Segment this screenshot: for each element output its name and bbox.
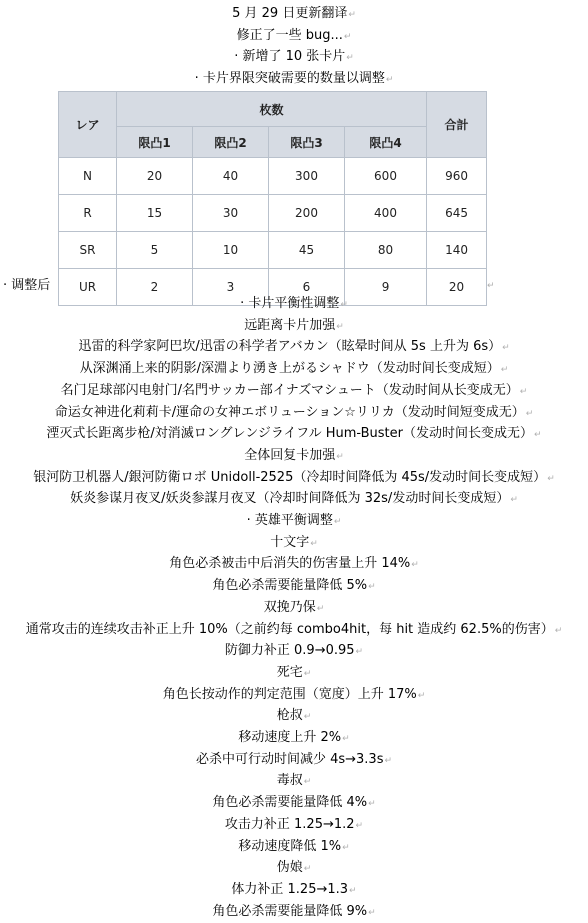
body-line-text: 必杀中可行动时间减少 4s→3.3s — [195, 751, 384, 767]
paragraph-mark-icon: ↵ — [343, 31, 352, 42]
paragraph-mark-icon: ↵ — [355, 647, 364, 658]
rarity-header: レア — [59, 92, 117, 158]
paragraph-mark-icon: ↵ — [384, 755, 393, 766]
body-line — [0, 620, 588, 641]
paragraph-mark-icon: ↵ — [349, 885, 357, 896]
body-line-text: 远距离卡片加强 — [244, 317, 336, 333]
rarity-cell: SR — [59, 232, 117, 269]
table-cell: 2 — [117, 269, 193, 306]
table-cell: 40 — [193, 158, 269, 195]
paragraph-mark-icon: ↵ — [303, 668, 312, 679]
body-line — [0, 771, 588, 792]
table-cell: 45 — [269, 232, 345, 269]
paragraph-mark-icon: ↵ — [554, 625, 563, 636]
table-cell: 200 — [269, 195, 345, 232]
body-line-text: 妖炎参谋月夜叉/妖炎参謀月夜叉（冷却时间降低为 32s/发动时间长变成短） — [70, 491, 510, 507]
paragraph-mark-icon: ↵ — [525, 408, 534, 419]
sub-header: 限凸4 — [345, 127, 427, 158]
table-row — [59, 232, 487, 269]
body-line — [0, 554, 588, 575]
sub-header: 限凸2 — [193, 127, 269, 158]
body-line-text: 毒叔 — [276, 773, 303, 789]
body-line-text: 角色必杀需要能量降低 5% — [212, 578, 368, 594]
rarity-cell: N — [59, 158, 117, 195]
body-line — [0, 316, 588, 337]
table-cell: 400 — [345, 195, 427, 232]
body-line-text: 角色必杀需要能量降低 4% — [212, 795, 368, 811]
rarity-cell: UR — [59, 269, 117, 306]
body-line-text: 角色长按动作的判定范围（宽度）上升 17% — [162, 686, 417, 702]
body-line — [0, 685, 588, 706]
body-line-text: 十文字 — [270, 534, 310, 550]
header-line-text: · 新增了 10 张卡片 — [234, 49, 346, 64]
header-line — [0, 4, 588, 25]
paragraph-mark-icon: ↵ — [368, 582, 376, 593]
paragraph-mark-icon: ↵ — [534, 430, 542, 441]
body-line — [0, 403, 588, 424]
body-line — [0, 337, 588, 358]
body-line — [0, 381, 588, 402]
paragraph-mark-icon: ↵ — [547, 473, 555, 484]
body-line — [0, 641, 588, 662]
paragraph-mark-icon: ↵ — [342, 734, 350, 744]
body-line — [0, 424, 588, 445]
body-line — [0, 880, 588, 901]
header-line-text: · 卡片界限突破需要的数量以调整 — [194, 70, 385, 86]
paragraph-mark-icon: ↵ — [368, 907, 376, 918]
body-line-text: 伪娘 — [276, 860, 303, 876]
paragraph-mark-icon: ↵ — [519, 386, 528, 397]
paragraph-mark-icon: ↵ — [342, 842, 350, 853]
table-row — [59, 195, 487, 232]
body-line-text: 名门足球部闪电射门/名門サッカー部イナズマシュート（发动时间从长变成无） — [60, 382, 519, 398]
total-cell: 20 — [427, 269, 487, 306]
paragraph-mark-icon: ↵ — [348, 10, 356, 20]
paragraph-mark-icon: ↵ — [303, 712, 312, 723]
table-cell: 80 — [345, 232, 427, 269]
body-line — [0, 359, 588, 380]
paragraph-mark-icon: ↵ — [355, 820, 364, 831]
paragraph-mark-icon: ↵ — [303, 864, 312, 875]
body-line — [0, 468, 588, 489]
paragraph-mark-icon: ↵ — [346, 53, 354, 63]
paragraph-mark-icon: ↵ — [417, 690, 426, 701]
body-line — [0, 902, 588, 923]
body-line-text: 湮灭式长距离步枪/対消滅ロングレンジライフル Hum-Buster（发动时间长变成无） — [46, 426, 534, 442]
table-cell: 5 — [117, 232, 193, 269]
paragraph-mark-icon: ↵ — [368, 799, 376, 810]
paragraph-mark-icon: ↵ — [500, 365, 509, 376]
table-cell: 300 — [269, 158, 345, 195]
body-line — [0, 837, 588, 858]
total-cell: 645 — [427, 195, 487, 232]
paragraph-mark-icon: ↵ — [333, 517, 342, 527]
body-line-text: 通常攻击的连续攻击补正上升 10%（之前约每 combo4hit，每 hit 造成约 62.5%的伤害） — [25, 621, 554, 637]
body-line — [0, 815, 588, 836]
paragraph-mark-icon: ↵ — [310, 538, 318, 549]
table-cell: 15 — [117, 195, 193, 232]
body-line — [0, 663, 588, 684]
table-cell: 6 — [269, 269, 345, 306]
limit-break-table — [58, 91, 487, 306]
table-cell: 20 — [117, 158, 193, 195]
table-row — [59, 158, 487, 195]
paragraph-mark-icon: ↵ — [502, 343, 510, 354]
body-line-text: 移动速度上升 2% — [238, 730, 342, 745]
body-line-text: 移动速度降低 1% — [238, 838, 342, 854]
body-line — [0, 750, 588, 771]
body-line-text: 双挽乃保 — [263, 599, 316, 615]
sub-header: 限凸1 — [117, 127, 193, 158]
header-line-text: 修正了一些 bug... — [236, 27, 343, 43]
header-line — [0, 69, 588, 90]
body-line-text: · 英雄平衡调整 — [246, 513, 333, 528]
paragraph-mark-icon: ↵ — [385, 74, 394, 85]
body-line-text: · 卡片平衡性调整 — [240, 296, 340, 311]
body-line — [0, 533, 588, 554]
body-line-text: 攻击力补正 1.25→1.2 — [224, 816, 355, 832]
table-cell: 3 — [193, 269, 269, 306]
body-line — [0, 576, 588, 597]
total-cell: 960 — [427, 158, 487, 195]
body-line-text: 银河防卫机器人/銀河防衛ロボ Unidoll-2525（冷却时间降低为 45s/发动时间长变成短） — [33, 469, 547, 485]
paragraph-mark-icon: ↵ — [316, 603, 325, 614]
sub-header: 限凸3 — [269, 127, 345, 158]
table-cell: 9 — [345, 269, 427, 306]
paragraph-mark-icon: ↵ — [340, 300, 348, 310]
header-line-text: 5 月 29 日更新翻译 — [232, 6, 348, 21]
body-line — [0, 858, 588, 879]
paragraph-mark-icon: ↵ — [411, 560, 419, 571]
paragraph-mark-icon: ↵ — [510, 495, 518, 506]
paragraph-mark-icon: ↵ — [303, 777, 312, 788]
body-line-text: 角色必杀需要能量降低 9% — [212, 903, 368, 919]
after-adjustment-label: · 调整后 — [3, 278, 51, 293]
total-header: 合計 — [427, 92, 487, 158]
count-header: 枚数 — [117, 92, 427, 127]
rarity-cell: R — [59, 195, 117, 232]
body-line — [0, 511, 588, 532]
body-line-text: 死宅 — [276, 664, 303, 680]
body-line — [0, 294, 588, 315]
body-line-text: 命运女神进化莉莉卡/運命の女神エボリューション☆リリカ（发动时间短变成无） — [54, 404, 525, 420]
body-line-text: 迅雷的科学家阿巴坎/迅雷の科学者アバカン（眩晕时间从 5s 上升为 6s） — [78, 339, 502, 355]
body-line-text: 全体回复卡加强 — [244, 447, 336, 463]
body-line-text: 从深渊涌上来的阴影/深淵より湧き上がるシャドウ（发动时间长变成短） — [79, 361, 500, 377]
body-line-text: 枪叔 — [276, 708, 303, 724]
body-line — [0, 706, 588, 727]
body-line-text: 防御力补正 0.9→0.95 — [224, 643, 355, 659]
paragraph-mark-icon: ↵ — [336, 321, 344, 332]
body-line — [0, 489, 588, 510]
table-cell: 30 — [193, 195, 269, 232]
body-line — [0, 728, 588, 749]
body-line-text: 角色必杀被击中后消失的伤害量上升 14% — [169, 556, 411, 572]
header-line — [0, 26, 588, 47]
body-line-text: 体力补正 1.25→1.3 — [231, 881, 349, 897]
paragraph-mark-icon: ↵ — [487, 281, 495, 291]
body-line — [0, 793, 588, 814]
table-cell: 10 — [193, 232, 269, 269]
paragraph-mark-icon: ↵ — [336, 451, 344, 462]
total-cell: 140 — [427, 232, 487, 269]
body-line — [0, 446, 588, 467]
table-cell: 600 — [345, 158, 427, 195]
header-line — [0, 47, 588, 68]
body-line — [0, 598, 588, 619]
